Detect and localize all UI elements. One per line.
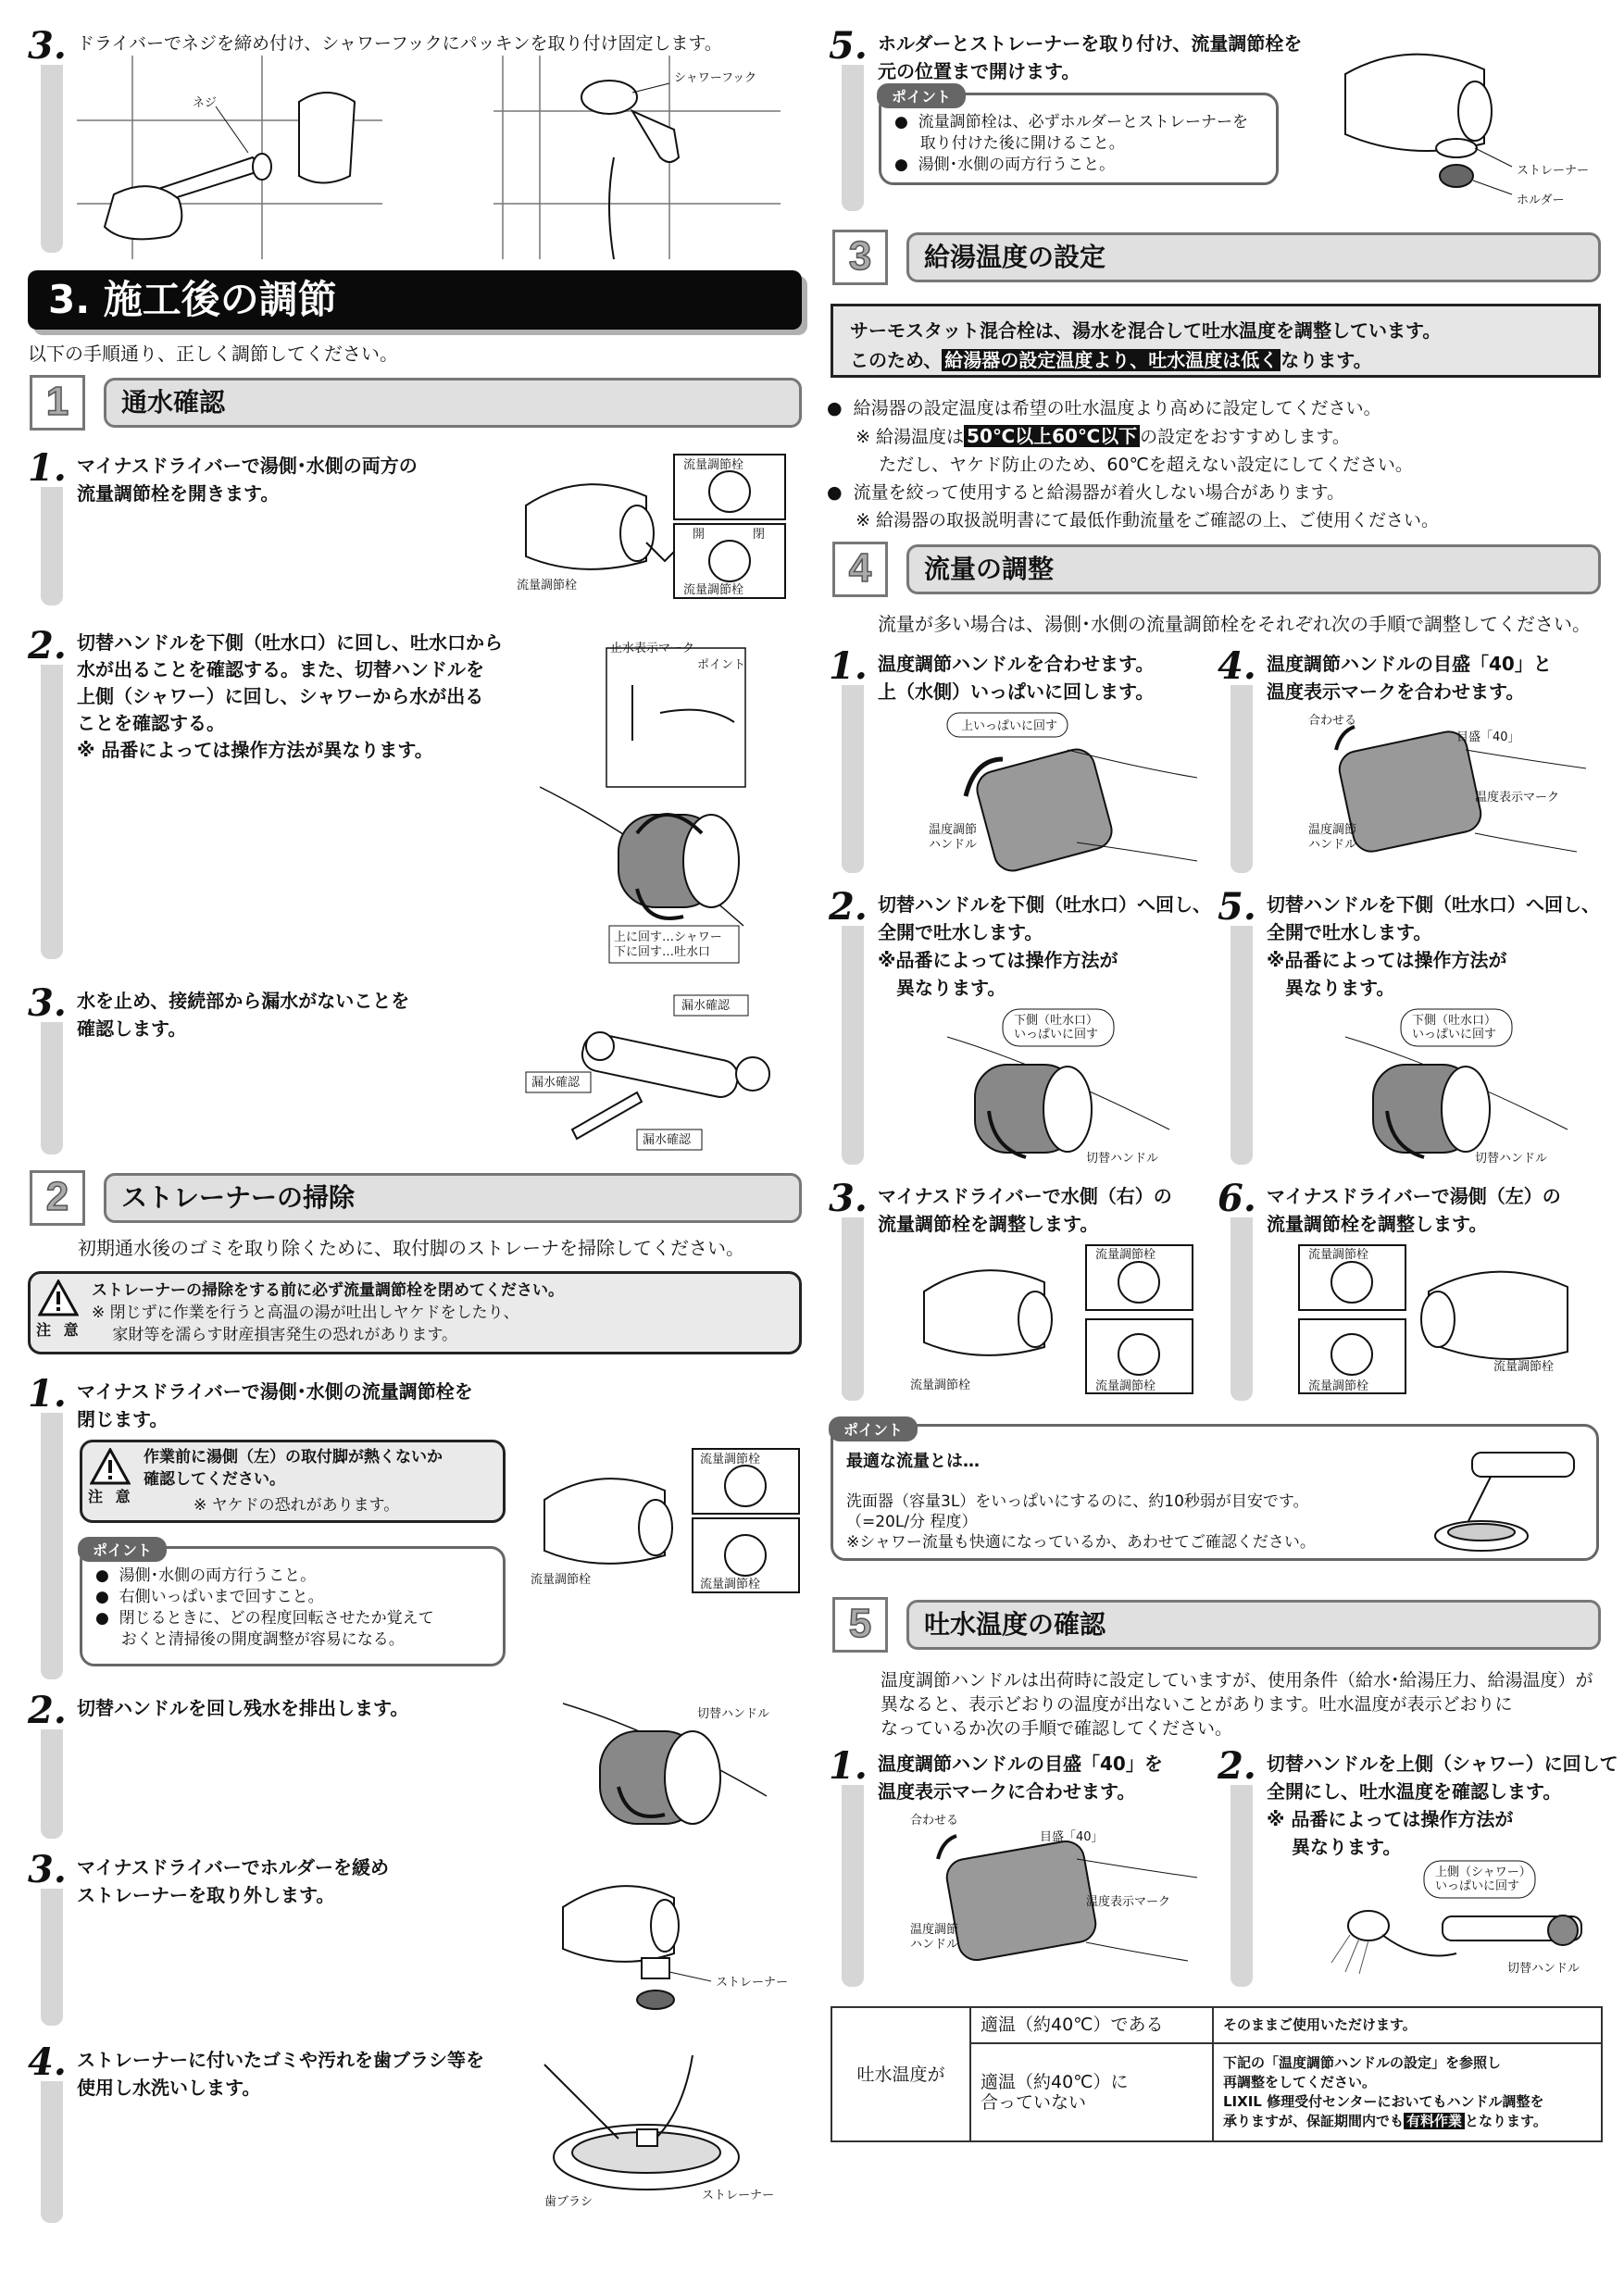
section-2-number: 2 [30, 1170, 85, 1226]
temp-highlight: 50℃以上60℃以下 [964, 425, 1140, 447]
stop-mark-label: 止水表示マーク [610, 642, 695, 655]
step-text: ドライバーでネジを締め付け、シャワーフックにパッキンを取り付け固定します。 [77, 33, 722, 54]
step-number: 2. [28, 1689, 67, 1732]
section-3-title: 給湯温度の設定 [906, 232, 1601, 282]
sec3-bullets [827, 394, 1439, 534]
align-label: 合わせる [910, 1814, 959, 1828]
mark-label: 温度表示マーク [1086, 1895, 1171, 1909]
caution-text-1: 作業前に湯側（左）の取付脚が熱くないか 確認してください。 [144, 1448, 443, 1489]
caution-text-1: ストレーナーの掃除をする前に必ず流量調節栓を閉めてください。 [92, 1281, 564, 1300]
handle-label: 切替ハンドル [1475, 1152, 1548, 1166]
step-number: 5. [829, 24, 868, 68]
valve-label-2: 流量調節栓 [1095, 1379, 1156, 1393]
leak-label-1: 漏水確認 [681, 999, 731, 1013]
shower-check-illustration [1331, 1861, 1600, 1981]
step-text: 切替ハンドルを下側（吐水口）へ回し、 全開で吐水します。 ※品番によっては操作方法が 異なります。 [878, 893, 1211, 999]
step-number: 3. [28, 981, 67, 1025]
table-cell-condition-2: 適温（約40℃）に 合っていない [970, 2043, 1213, 2141]
step-number: 1. [829, 644, 868, 688]
step-text: マイナスドライバーで水側（右）の 流量調節栓を調整します。 [878, 1185, 1172, 1235]
step-number: 6. [1218, 1177, 1256, 1220]
step-text: ホルダーとストレーナーを取り付け、流量調節栓を 元の位置まで開けます。 [878, 32, 1303, 82]
handle-label: 温度調節ハンドル [929, 823, 978, 852]
valve-label-2: 流量調節栓 [700, 1578, 761, 1591]
point-items: ● 湯側･水側の両方行うこと。 ● 右側いっぱいまで回すこと。 ● 閉じるときに、どの程度回転させたか覚えて おくと清掃後の開度調整が容易になる。 [95, 1566, 434, 1649]
callout: 下側（吐水口）いっぱいに回す [1014, 1014, 1099, 1042]
result-table [831, 2006, 1603, 2142]
section-4-title: 流量の調整 [906, 544, 1601, 594]
step-number: 1. [829, 1744, 868, 1788]
handle-label: 切替ハンドル [1086, 1152, 1159, 1166]
strainer-install-illustration [1318, 37, 1595, 213]
table-row-head: 吐水温度が [831, 2007, 970, 2141]
step-text: マイナスドライバーで湯側（左）の 流量調節栓を調整します。 [1267, 1185, 1561, 1235]
action-text-c: となります。 [1465, 2112, 1547, 2129]
valve-label-1: 流量調節栓 [700, 1453, 761, 1466]
paid-work-highlight: 有料作業 [1404, 2113, 1465, 2129]
bullet-1-sub-c: の設定をおすすめします。 [1140, 427, 1350, 447]
step-text: 温度調節ハンドルの目盛「40」を 温度表示マークに合わせます。 [878, 1753, 1163, 1803]
leak-label-2: 漏水確認 [531, 1076, 581, 1090]
step-text: 温度調節ハンドルを合わせます。 上（水側）いっぱいに回します。 [878, 653, 1155, 703]
step-number: 1. [28, 446, 67, 490]
action-text-a: 下記の「温度調節ハンドルの設定」を参照し 再調整をしてください。 LIXIL 修理受付センターにおいてもハンドル調整を 承りますが、保証期間内でも [1223, 2053, 1544, 2129]
strainer-label: ストレーナー [1517, 164, 1590, 178]
notice-box [831, 304, 1601, 378]
temp-scale-illustration [1308, 713, 1595, 870]
point-tag: ポイント [877, 83, 966, 108]
switch-down-illustration-2 [1345, 1009, 1586, 1167]
step-number: 2. [1218, 1744, 1256, 1788]
rotate-legend: 上に回す…シャワー下に回す…吐水口 [614, 930, 722, 959]
handle-label: 温度調節ハンドル [1308, 823, 1357, 852]
brush-label: 歯ブラシ [544, 2195, 593, 2209]
leak-label-3: 漏水確認 [643, 1133, 692, 1147]
sec4-point-box [831, 1424, 1599, 1561]
valve-label: 流量調節栓 [517, 579, 578, 593]
step-text: 切替ハンドルを上側（シャワー）に回して 全開にし、吐水温度を確認します。 ※ 品番によっては操作方法が 異なります。 [1267, 1753, 1618, 1858]
step-number: 3. [28, 1848, 67, 1891]
step-text: 水を止め、接続部から漏水がないことを 確認します。 [77, 990, 410, 1040]
screw-label: ネジ [193, 96, 218, 110]
step-number: 4. [28, 2040, 67, 2084]
main-intro: 以下の手順通り、正しく調節してください。 [28, 343, 398, 365]
valve-label: 流量調節栓 [531, 1573, 592, 1587]
basin-illustration [1426, 1434, 1593, 1554]
drain-handle-illustration [563, 1694, 776, 1842]
valve-label-1: 流量調節栓 [1095, 1248, 1156, 1262]
section-5-title: 吐水温度の確認 [906, 1600, 1601, 1650]
step-text: 温度調節ハンドルの目盛「40」と 温度表示マークを合わせます。 [1267, 653, 1552, 703]
section-5-number: 5 [832, 1597, 888, 1653]
handle-label: 温度調節ハンドル [910, 1923, 959, 1952]
strainer-label: ストレーナー [702, 2189, 775, 2202]
valve-open-illustration [507, 450, 804, 607]
section-4-number: 4 [832, 542, 888, 597]
bullet-2-sub: ※ 給湯器の取扱説明書にて最低作動流量をご確認の上、ご使用ください。 [827, 510, 1440, 530]
section-1-title: 通水確認 [104, 378, 802, 428]
valve-label-2: 流量調節栓 [1308, 1379, 1369, 1393]
align-label: 合わせる [1308, 714, 1357, 728]
step-number: 3. [28, 24, 67, 68]
bullet-1: ● 給湯器の設定温度は希望の吐水温度より高めに設定してください。 [827, 398, 1381, 418]
valve-label: 流量調節栓 [910, 1379, 971, 1392]
section-2-title: ストレーナーの掃除 [104, 1173, 802, 1223]
valve-label-1: 流量調節栓 [683, 458, 744, 472]
notice-line-1: サーモスタット混合栓は、湯水を混合して吐水温度を調整しています。 [850, 319, 1442, 342]
notice-highlight: 給湯器の設定温度より、吐水温度は低く [942, 349, 1280, 371]
inner-caution-box [80, 1440, 506, 1523]
valve-label-2: 流量調節栓 [683, 583, 744, 597]
section-1-number: 1 [30, 375, 85, 430]
switch-down-illustration-1 [947, 1009, 1188, 1167]
point-tag: ポイント [78, 1537, 167, 1562]
notice-line-2a: このため、 [850, 349, 943, 371]
step-text: ストレーナーに付いたゴミや汚れを歯ブラシ等を 使用し水洗いします。 [77, 2049, 484, 2099]
warning-icon [38, 1279, 79, 1316]
valve-close-illustration [526, 1444, 804, 1602]
bullet-1-sub-a: ※ 給湯温度は [827, 427, 965, 447]
step-text: 切替ハンドルを下側（吐水口）へ回し、 全開で吐水します。 ※品番によっては操作方法が 異なります。 [1267, 893, 1600, 999]
table-cell-action-1: そのままご使用いただけます。 [1213, 2007, 1602, 2043]
holder-label: ホルダー [1517, 193, 1565, 207]
mark-label: 温度表示マーク [1475, 791, 1560, 805]
screw-hook-illustration [77, 56, 781, 259]
caution-label: 注 意 [88, 1488, 134, 1505]
section-3-number: 3 [832, 230, 888, 285]
open-label: 開 [693, 528, 706, 542]
temp-handle-up-illustration [929, 713, 1197, 870]
point-items: ● 流量調節栓は、必ずホルダーとストレーナーを 取り付けた後に開けること。 ● 湯側･水側の両方行うこと。 [894, 113, 1248, 174]
sec5-intro: 温度調節ハンドルは出荷時に設定していますが、使用条件（給水･給湯圧力、給湯温度）が 異なると、表示どおりの温度が出ないことがあります。吐水温度が表示どおりに なっているか次の手順で確認してください。 [881, 1670, 1593, 1739]
point-label: ポイント [697, 658, 746, 672]
callout: 上いっぱいに回す [961, 719, 1058, 733]
callout: 上側（シャワー）いっぱいに回す [1435, 1866, 1531, 1893]
step-number: 2. [28, 624, 67, 668]
valve-label: 流量調節栓 [1493, 1360, 1555, 1374]
caution-box [28, 1271, 802, 1354]
point-body: 洗面器（容量3L）をいっぱいにするのに、約10秒弱が目安です。 （=20L/分 程度） ※シャワー流量も快適になっているか、あわせてご確認ください。 [846, 1492, 1316, 1552]
step-number: 2. [829, 885, 868, 929]
table-cell-action-2 [1213, 2043, 1602, 2141]
step-number: 5. [1218, 885, 1256, 929]
scale-label: 目盛「40」 [1456, 730, 1520, 744]
handle-label: 切替ハンドル [1507, 1962, 1580, 1976]
strainer-label: ストレーナー [716, 1976, 789, 1990]
callout: 下側（吐水口）いっぱいに回す [1412, 1014, 1497, 1042]
strainer-remove-illustration [554, 1852, 804, 2028]
sec2-point-box [80, 1546, 506, 1666]
step-text: 切替ハンドルを回し残水を排出します。 [77, 1697, 409, 1719]
leak-check-illustration [526, 991, 804, 1157]
step-text: マイナスドライバーで湯側･水側の流量調節栓を 閉じます。 [77, 1380, 473, 1430]
handle-label: 切替ハンドル [697, 1707, 770, 1721]
water-valve-illustration [906, 1245, 1202, 1398]
point-tag: ポイント [829, 1416, 918, 1441]
step-number: 3. [829, 1177, 868, 1220]
table-cell-condition-1: 適温（約40℃）である [970, 2007, 1213, 2043]
caution-label: 注 意 [36, 1321, 82, 1339]
step-number: 4. [1218, 644, 1256, 688]
valve-label-1: 流量調節栓 [1308, 1248, 1369, 1262]
warning-icon [90, 1448, 131, 1485]
caution-text-2: ※ 閉じずに作業を行うと高温の湯が吐出しヤケドをしたり、 家財等を濡らす財産損害発生の恐れがあります。 [92, 1304, 519, 1344]
main-title: 3. 施工後の調節 [28, 270, 802, 330]
sec5-scale-illustration [910, 1813, 1206, 1970]
hook-label: シャワーフック [674, 71, 757, 85]
point-head: 最適な流量とは… [846, 1452, 980, 1471]
hot-valve-illustration [1299, 1245, 1595, 1398]
sec2-intro: 初期通水後のゴミを取り除くために、取付脚のストレーナを掃除してください。 [78, 1237, 744, 1259]
notice-line-2c: なります。 [1280, 349, 1372, 371]
scale-label: 目盛「40」 [1040, 1830, 1104, 1844]
close-label: 閉 [753, 528, 766, 542]
bullet-1-sub-2: ただし、ヤケド防止のため、60℃を超えない設定にしてください。 [827, 455, 1413, 475]
step-text: マイナスドライバーで湯側･水側の両方の 流量調節栓を開きます。 [77, 455, 418, 505]
sec4-intro: 流量が多い場合は、湯側･水側の流量調節栓をそれぞれ次の手順で調整してください。 [878, 613, 1591, 635]
step-text: マイナスドライバーでホルダーを緩め ストレーナーを取り外します。 [77, 1856, 389, 1906]
strainer-wash-illustration [526, 2046, 804, 2213]
bullet-2: ● 流量を絞って使用すると給湯器が着火しない場合があります。 [827, 482, 1345, 503]
caution-text-2: ※ ヤケドの恐れがあります。 [194, 1496, 400, 1515]
step-text: 切替ハンドルを下側（吐水口）に回し、吐水口から 水が出ることを確認する。また、切替ハンドルを 上側（シャワー）に回し、シャワーから水が出る ことを確認する。 ※ 品番によっては操作方法が異なります。 [77, 631, 503, 761]
switch-handle-illustration [540, 639, 753, 963]
step-number: 1. [28, 1372, 67, 1416]
